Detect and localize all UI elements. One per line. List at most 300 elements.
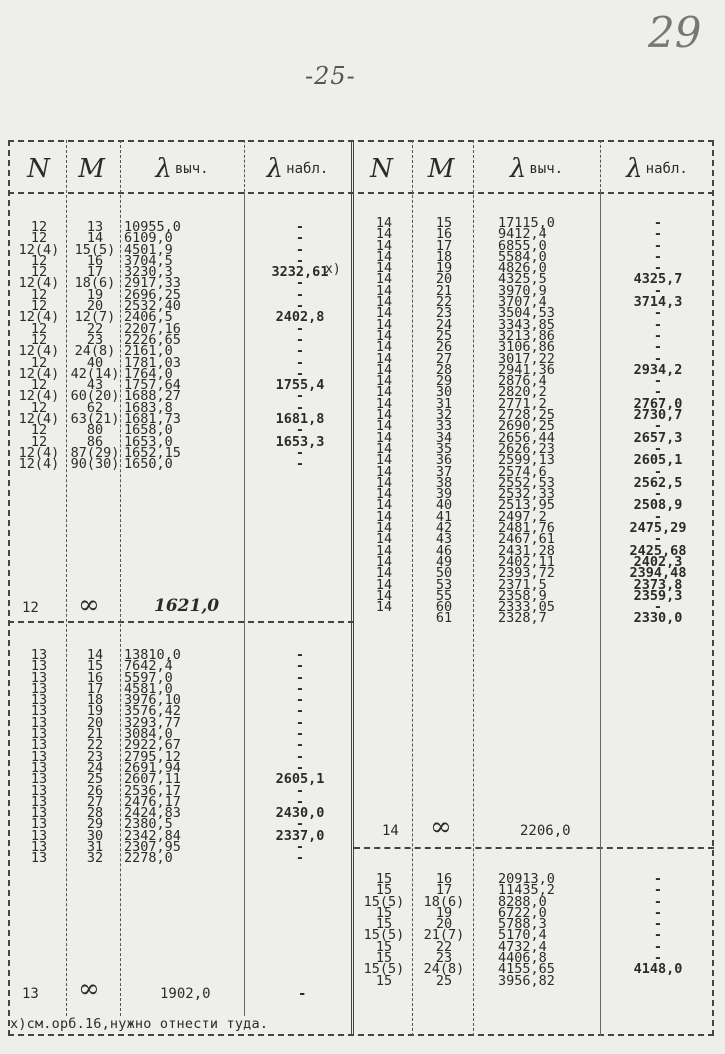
table-cell-n: 15(5)	[363, 893, 405, 910]
limit-n: 12	[22, 600, 39, 616]
table-cell-m: 26	[435, 339, 453, 356]
table-cell-n: 14	[375, 350, 393, 367]
table-cell-m: 42	[435, 520, 453, 537]
table-cell-n: 14	[375, 407, 393, 424]
footnote: x)см.орб.16,нужно отнести туда.	[10, 1016, 269, 1032]
table-cell-n: 14	[375, 339, 393, 356]
table-cell-n: 12	[30, 320, 48, 337]
table-cell-lambda-obs: -	[295, 737, 305, 754]
table-cell-lambda-obs: 4148,0	[633, 961, 683, 978]
table-cell-lambda-calc: 2941,36	[498, 361, 555, 378]
table-cell-n: 14	[375, 215, 393, 231]
table-cell-lambda-obs: 2475,29	[629, 520, 687, 537]
table-cell-m: 24	[86, 759, 104, 776]
table-cell-lambda-obs: -	[295, 669, 305, 686]
table-cell-n: 14	[375, 553, 393, 570]
table-cell-m: 18(6)	[423, 893, 465, 910]
column-lambda-obs	[254, 647, 346, 867]
table-cell-n: 12	[30, 298, 48, 315]
table-cell-lambda-calc: 2402,11	[498, 553, 555, 570]
table-cell-lambda-calc: 3956,82	[498, 972, 555, 989]
table-cell-lambda-obs: 2430,0	[275, 805, 325, 822]
table-cell-lambda-obs: -	[653, 215, 663, 231]
table-cell-lambda-calc: 6722,0	[498, 904, 547, 921]
table-cell-lambda-obs: -	[653, 531, 663, 548]
table-cell-lambda-calc: 2536,17	[124, 782, 181, 799]
table-cell-lambda-calc: 5170,4	[498, 927, 547, 944]
table-cell-lambda-calc: 2922,67	[124, 737, 181, 754]
table-cell-lambda-calc: 1683,8	[124, 399, 173, 416]
table-cell-n: 14	[375, 395, 393, 412]
table-cell-lambda-calc: 2226,65	[124, 331, 181, 348]
table-cell-m: 24(8)	[423, 961, 465, 978]
table-cell-n: 12	[30, 399, 48, 416]
table-cell-lambda-calc: 2342,84	[124, 827, 181, 844]
limit-lambda-calc: 1902,0	[160, 986, 211, 1002]
table-cell-lambda-obs: 2425,68	[629, 542, 687, 559]
table-cell-lambda-calc: 2328,7	[498, 610, 547, 627]
table-cell-lambda-calc: 6855,0	[498, 237, 547, 254]
table-cell-n: 12(4)	[18, 388, 60, 405]
table-cell-m: 50	[435, 565, 453, 582]
table-cell-m: 30	[86, 827, 104, 844]
table-cell-lambda-calc: 2161,0	[124, 343, 173, 360]
table-cell-lambda-obs: -	[295, 388, 305, 405]
table-cell-n: 13	[30, 737, 48, 754]
table-cell-lambda-obs: -	[653, 871, 663, 887]
table-cell-m: 41	[435, 508, 453, 525]
table-cell-m: 15	[435, 215, 453, 231]
table-cell-lambda-calc: 11435,2	[498, 882, 555, 899]
table-cell-lambda-obs: -	[295, 782, 305, 799]
table-cell-lambda-calc: 5788,3	[498, 916, 547, 933]
table-cell-lambda-obs: -	[653, 916, 663, 933]
table-cell-lambda-obs: -	[295, 298, 305, 315]
table-cell-m: 29	[435, 373, 453, 390]
column-lambda-obs	[604, 871, 712, 987]
table-cell-lambda-calc: 1652,15	[124, 444, 181, 461]
table-cell-m: 18(6)	[74, 275, 116, 292]
table-cell-m: 22	[86, 737, 104, 754]
table-cell-lambda-obs: 2934,2	[633, 361, 683, 378]
table-cell-lambda-obs: -	[295, 714, 305, 731]
table-cell-lambda-obs: -	[295, 444, 305, 461]
limit-lambda-calc: 2206,0	[520, 823, 571, 839]
table-cell-lambda-obs: -	[653, 599, 663, 616]
table-cell-lambda-calc: 2574,6	[498, 463, 547, 480]
table-cell-n: 15	[375, 972, 393, 989]
table-cell-m: 62	[86, 399, 104, 416]
table-cell-lambda-calc: 3293,77	[124, 714, 181, 731]
table-cell-lambda-obs: -	[653, 327, 663, 344]
table-cell-lambda-calc: 4155,65	[498, 961, 555, 978]
table-cell-lambda-obs: 1653,3	[275, 433, 325, 450]
table-cell-lambda-calc: 1681,73	[124, 411, 181, 428]
table-cell-n: 13	[30, 771, 48, 788]
table-cell-lambda-obs: 2394,48	[629, 565, 687, 582]
table-cell-lambda-obs: 2605,1	[275, 771, 325, 788]
table-cell-lambda-calc: 2728,25	[498, 407, 555, 424]
table-cell-lambda-calc: 3017,22	[498, 350, 555, 367]
table-cell-m: 30	[435, 384, 453, 401]
table-cell-n: 12(4)	[18, 365, 60, 382]
col-divider	[473, 140, 474, 1036]
table-cell-m: 23	[435, 305, 453, 322]
table-cell-n: 15(5)	[363, 927, 405, 944]
table-cell-lambda-obs: -	[653, 373, 663, 390]
table-cell-m: 16	[86, 252, 104, 269]
table-cell-n: 13	[30, 714, 48, 731]
table-cell-m: 19	[435, 904, 453, 921]
table-cell-m: 23	[86, 331, 104, 348]
table-cell-lambda-obs: -	[653, 384, 663, 401]
table-cell-lambda-obs	[604, 976, 712, 987]
table-cell-m: 19	[86, 286, 104, 303]
table-cell-lambda-calc: 1781,03	[124, 354, 181, 371]
table-cell-lambda-calc: 2476,17	[124, 793, 181, 810]
table-cell-n: 12	[30, 377, 48, 394]
table-cell-m: 43	[435, 531, 453, 548]
table-cell-n: 12	[30, 422, 48, 439]
column-lambda-calc	[498, 871, 598, 989]
table-cell-m: 86	[86, 433, 104, 450]
table-cell-lambda-calc: 3504,53	[498, 305, 555, 322]
table-cell-lambda-calc: 4406,8	[498, 950, 547, 967]
folio-number: 29	[648, 8, 702, 57]
table-cell-n: 13	[30, 793, 48, 810]
table-cell-lambda-calc: 2690,25	[498, 418, 555, 435]
table-cell-lambda-obs: 1755,4	[275, 377, 325, 394]
table-cell-m: 28	[435, 361, 453, 378]
table-cell-n: 13	[30, 680, 48, 697]
table-cell-n: 14	[375, 373, 393, 390]
table-cell-n: 13	[30, 669, 48, 686]
table-cell-lambda-calc: 2431,28	[498, 542, 555, 559]
table-cell-lambda-calc: 2656,44	[498, 429, 555, 446]
table-cell-lambda-obs: -	[295, 647, 305, 663]
table-cell-lambda-obs: -	[295, 748, 305, 765]
table-cell-m: 32	[435, 407, 453, 424]
table-cell-m: 23	[86, 748, 104, 765]
table-cell-lambda-calc: 17115,0	[498, 215, 555, 231]
table-cell-n: 13	[30, 647, 48, 663]
table-cell-n: 14	[375, 418, 393, 435]
table-cell-m: 16	[86, 669, 104, 686]
col-divider	[412, 140, 413, 1036]
table-cell-n: 14	[375, 384, 393, 401]
table-cell-lambda-obs: -	[653, 260, 663, 277]
table-cell-lambda-calc: 2307,95	[124, 839, 181, 856]
table-cell-m: 16	[435, 226, 453, 243]
table-cell-lambda-obs: -	[295, 422, 305, 439]
table-cell-lambda-obs: 2605,1	[633, 452, 683, 469]
table-cell-n: 12	[30, 230, 48, 247]
table-cell-lambda-obs: -	[295, 692, 305, 709]
table-cell-n: 12(4)	[18, 343, 60, 360]
table-cell-lambda-obs: -	[295, 456, 305, 473]
table-cell-lambda-obs: 2402,8	[275, 309, 325, 326]
table-cell-n: 15	[375, 904, 393, 921]
table-cell-lambda-calc: 4581,0	[124, 680, 173, 697]
table-cell-m: 25	[86, 771, 104, 788]
table-cell-n: 13	[30, 759, 48, 776]
table-cell-m: 60(20)	[70, 388, 120, 405]
table-cell-n: 14	[375, 237, 393, 254]
column-n	[10, 219, 68, 473]
table-cell-lambda-calc: 4732,4	[498, 938, 547, 955]
column-n	[10, 647, 68, 867]
table-cell-n: 13	[30, 726, 48, 743]
table-cell-lambda-calc: 3213,86	[498, 327, 555, 344]
table-cell-lambda-calc: 2696,25	[124, 286, 181, 303]
table-cell-lambda-obs: -	[295, 331, 305, 348]
table-cell-lambda-calc: 2358,9	[498, 587, 547, 604]
table-cell-lambda-obs: 2359,3	[633, 587, 683, 604]
table-cell-lambda-calc: 3976,10	[124, 692, 181, 709]
table-cell-lambda-obs: -	[653, 893, 663, 910]
table-cell-lambda-calc: 2532,33	[498, 486, 555, 503]
table-cell-n: 12	[30, 286, 48, 303]
table-cell-m: 21	[435, 282, 453, 299]
table-cell-lambda-obs: -	[653, 226, 663, 243]
header-lambda-calc: λ выч.	[155, 154, 209, 184]
column-m	[416, 871, 472, 989]
table-cell-lambda-obs: -	[295, 816, 305, 833]
table-cell-m: 22	[435, 938, 453, 955]
table-cell-lambda-calc: 2691,94	[124, 759, 181, 776]
table-cell-lambda-calc: 8288,0	[498, 893, 547, 910]
table-cell-lambda-obs: -	[295, 365, 305, 382]
table-cell-m: 20	[435, 916, 453, 933]
table-cell-lambda-obs: -	[653, 882, 663, 899]
table-cell-lambda-calc: 2876,4	[498, 373, 547, 390]
column-m	[70, 219, 120, 473]
table-cell-n: 14	[375, 316, 393, 333]
table-cell-lambda-calc: 1688,27	[124, 388, 181, 405]
table-cell-lambda-obs: -	[295, 343, 305, 360]
table-cell-lambda-calc: 3106,86	[498, 339, 555, 356]
column-m	[416, 215, 472, 627]
table-cell-lambda-obs: 2373,8	[633, 576, 683, 593]
table-cell-m: 12(7)	[74, 309, 116, 326]
table-cell-lambda-obs: -	[653, 440, 663, 457]
table-cell-lambda-obs: 2402,3	[633, 553, 683, 570]
table-cell-m: 17	[435, 237, 453, 254]
table-cell-n: 14	[375, 542, 393, 559]
table-cell-lambda-obs: -	[295, 839, 305, 856]
table-cell-m: 32	[86, 850, 104, 867]
table-cell-n: 14	[375, 226, 393, 243]
table-cell-n: 12	[30, 264, 48, 281]
table-cell-m: 33	[435, 418, 453, 435]
table-cell-lambda-calc: 2424,83	[124, 805, 181, 822]
table-cell-n: 13	[30, 805, 48, 822]
table-cell-n: 12(4)	[18, 275, 60, 292]
table-cell-n: 12(4)	[18, 309, 60, 326]
table-cell-n: 13	[30, 782, 48, 799]
table-cell-lambda-calc: 2626,23	[498, 440, 555, 457]
table-cell-n: 14	[375, 599, 393, 616]
table-cell-n: 14	[375, 271, 393, 288]
table-cell-m: 60	[435, 599, 453, 616]
table-cell-m: 21	[86, 726, 104, 743]
col-divider	[120, 140, 121, 1016]
table-cell-m: 20	[86, 298, 104, 315]
table-cell-n: 14	[375, 531, 393, 548]
table-cell-lambda-calc: 13810,0	[124, 647, 181, 663]
table-cell-n: 12(4)	[18, 411, 60, 428]
table-cell-lambda-calc: 3970,9	[498, 282, 547, 299]
table-cell-lambda-calc: 5584,0	[498, 248, 547, 265]
table-cell-lambda-calc: 3084,0	[124, 726, 173, 743]
table-cell-lambda-calc: 3343,85	[498, 316, 555, 333]
table-cell-m: 40	[86, 354, 104, 371]
table-cell-lambda-obs: -	[653, 950, 663, 967]
table-cell-lambda-calc: 2467,61	[498, 531, 555, 548]
table-cell-n: 14	[375, 463, 393, 480]
table-cell-lambda-calc: 2497,2	[498, 508, 547, 525]
table-cell-lambda-calc: 2820,2	[498, 384, 547, 401]
table-cell-n: 12(4)	[18, 444, 60, 461]
table-cell-n: 13	[30, 816, 48, 833]
table-cell-lambda-calc: 2795,12	[124, 748, 181, 765]
table-cell-lambda-calc: 2607,11	[124, 771, 181, 788]
table-cell-m: 25	[435, 327, 453, 344]
table-cell-lambda-calc: 7642,4	[124, 658, 173, 675]
table-cell-lambda-calc: 4826,0	[498, 260, 547, 277]
table-cell-lambda-obs: -	[295, 252, 305, 269]
table-cell-lambda-obs: -	[295, 320, 305, 337]
table-cell-n: 12	[30, 354, 48, 371]
table-cell-lambda-obs: -	[295, 658, 305, 675]
table-cell-n: 14	[375, 474, 393, 491]
table-cell-lambda-obs: 3232,61	[271, 264, 329, 281]
table-cell-lambda-calc: 2599,13	[498, 452, 555, 469]
table-cell-lambda-calc: 1658,0	[124, 422, 173, 439]
table-cell-m: 39	[435, 486, 453, 503]
table-cell-n: 14	[375, 305, 393, 322]
header-m: M	[427, 154, 455, 184]
table-cell-m: 17	[86, 264, 104, 281]
table-cell-m: 17	[435, 882, 453, 899]
table-cell-n: 14	[375, 565, 393, 582]
header-n: N	[27, 154, 50, 184]
table-cell-lambda-obs: -	[653, 237, 663, 254]
table-cell-lambda-calc: 1757,64	[124, 377, 181, 394]
col-divider	[600, 192, 601, 1036]
table-cell-n: 14	[375, 497, 393, 514]
table-cell-lambda-calc: 2481,76	[498, 520, 555, 537]
table-cell-m: 14	[86, 230, 104, 247]
table-cell-m: 29	[86, 816, 104, 833]
footnote-mark: x)	[325, 262, 341, 277]
center-divider	[351, 140, 354, 1036]
table-cell-lambda-obs: -	[295, 759, 305, 776]
table-cell-m: 34	[435, 429, 453, 446]
table-cell-m: 14	[86, 647, 104, 663]
table-cell-n: 13	[30, 850, 48, 867]
table-cell-n: 15	[375, 916, 393, 933]
table-cell-lambda-obs: -	[295, 850, 305, 867]
table-cell-m: 20	[435, 271, 453, 288]
limit-n: 14	[382, 823, 399, 839]
table-cell-lambda-calc: 2393,72	[498, 565, 555, 582]
table-cell-n: 12(4)	[18, 241, 60, 258]
table-cell-lambda-obs: -	[653, 904, 663, 921]
table-cell-m: 46	[435, 542, 453, 559]
table-cell-n: 13	[30, 692, 48, 709]
table-cell-lambda-calc: 2406,5	[124, 309, 173, 326]
table-cell-m: 24(8)	[74, 343, 116, 360]
column-n	[356, 871, 412, 989]
table-cell-n: 13	[30, 658, 48, 675]
table-cell-lambda-calc: 2380,5	[124, 816, 173, 833]
table-cell-m: 15	[86, 658, 104, 675]
table-cell-lambda-obs: -	[653, 339, 663, 356]
table-cell-m: 25	[435, 972, 453, 989]
table-cell-m: 37	[435, 463, 453, 480]
table-cell-m: 31	[86, 839, 104, 856]
table-cell-lambda-calc: 20913,0	[498, 871, 555, 887]
table-cell-lambda-calc: 4501,9	[124, 241, 173, 258]
table-cell-m: 24	[435, 316, 453, 333]
table-cell-n: 14	[375, 294, 393, 311]
table-cell-n: 12	[30, 433, 48, 450]
table-cell-lambda-calc: 1653,0	[124, 433, 173, 450]
column-n	[356, 215, 412, 616]
table-cell-m: 53	[435, 576, 453, 593]
table-cell-n: 14	[375, 260, 393, 277]
table-cell-n: 12	[30, 331, 48, 348]
table-cell-m: 28	[86, 805, 104, 822]
table-cell-n: 13	[30, 703, 48, 720]
table-cell-n: 13	[30, 839, 48, 856]
table-cell-n: 14	[375, 429, 393, 446]
table-cell-lambda-obs: -	[653, 350, 663, 367]
table-cell-lambda-obs: 2337,0	[275, 827, 325, 844]
table-cell-n: 14	[375, 361, 393, 378]
table-cell-lambda-calc: 10955,0	[124, 219, 181, 235]
table-cell-m: 35	[435, 440, 453, 457]
table-cell-n: 14	[375, 486, 393, 503]
table-cell-m: 43	[86, 377, 104, 394]
table-cell-n: 14	[375, 248, 393, 265]
table-cell-m: 42(14)	[70, 365, 120, 382]
table-cell-lambda-obs: 2767,0	[633, 395, 683, 412]
table-cell-n: 14	[375, 587, 393, 604]
table-cell-lambda-obs: 2730,7	[633, 407, 683, 424]
limit-lambda-obs: -	[298, 986, 307, 1002]
infinity-symbol: ∞	[78, 590, 100, 620]
table-cell-lambda-obs: -	[295, 219, 305, 235]
table-cell-m: 26	[86, 782, 104, 799]
infinity-symbol: ∞	[430, 812, 452, 842]
table-cell-m: 40	[435, 497, 453, 514]
table-cell-n: 14	[375, 520, 393, 537]
table-cell-n: 14	[375, 282, 393, 299]
table-cell-lambda-obs: -	[653, 418, 663, 435]
table-cell-lambda-obs: -	[653, 316, 663, 333]
table-cell-lambda-obs: -	[653, 938, 663, 955]
limit-lambda-calc: 1621,0	[154, 596, 220, 616]
table-cell-lambda-obs: -	[295, 726, 305, 743]
table-cell-m: 21(7)	[423, 927, 465, 944]
table-cell-m: 22	[86, 320, 104, 337]
table-cell-lambda-obs: -	[295, 275, 305, 292]
table-cell-lambda-calc: 4325,5	[498, 271, 547, 288]
right-group-divider	[354, 847, 714, 849]
table-cell-lambda-calc: 2917,33	[124, 275, 181, 292]
